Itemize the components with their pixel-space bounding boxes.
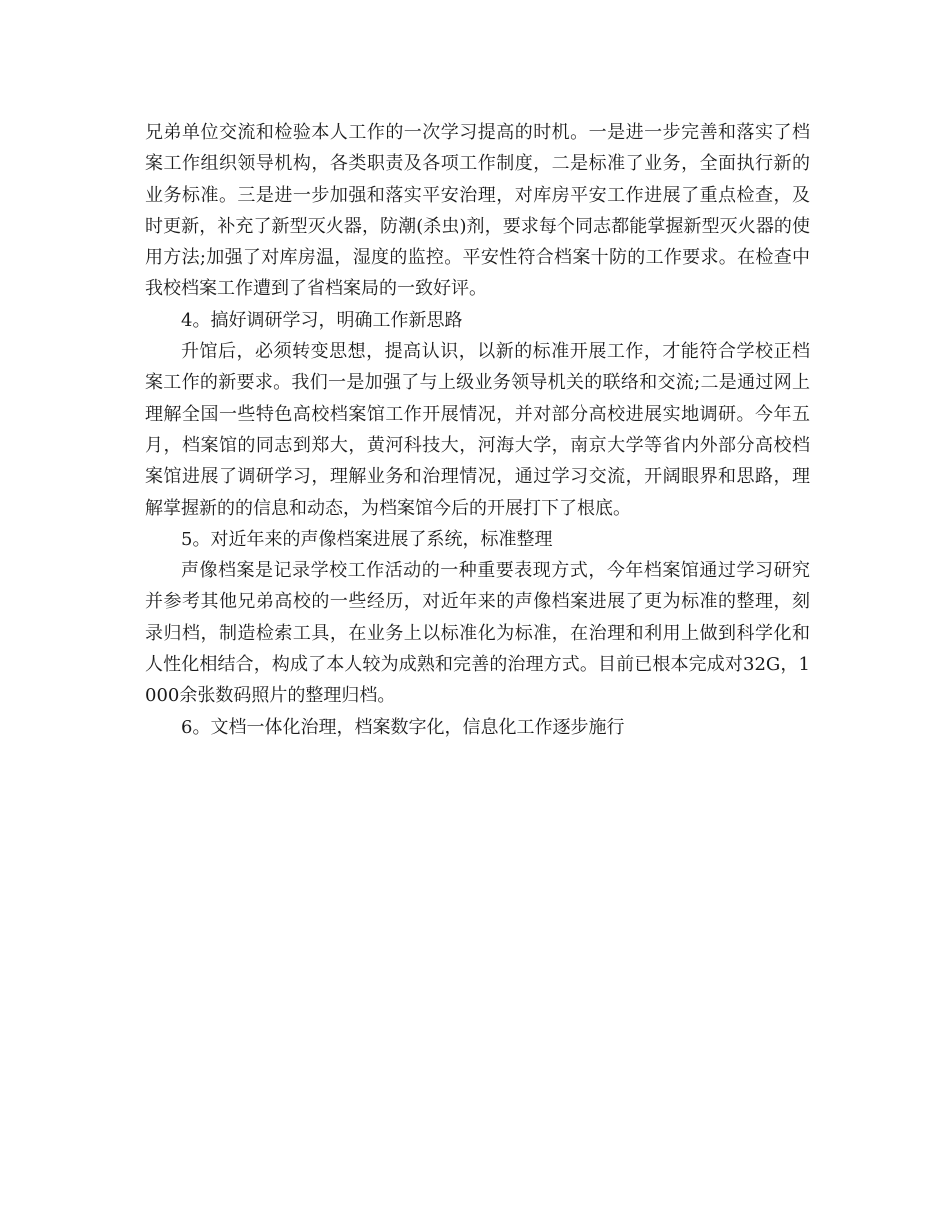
section-heading-4: 4。搞好调研学习，明确工作新思路 <box>181 309 463 331</box>
document-body <box>145 117 810 743</box>
paragraph-research: 升馆后，必须转变思想，提高认识，以新的标准开展工作，才能符合学校正档案工作的新要求。我们一是加强了与上级业务领导机关的联络和交流;二是通过网上理解全国一些特色高校档案馆工作开展情况，并对部分高校进展实地调研。今年五月，档案馆的同志到郑大，黄河科技大，河海大学，南京大学等省内外部分高校档案馆进展了调研学习，理解业务和治理情况，通过学习交流，开阔眼界和思路，理解掌握新的的信息和动态，为档案馆今后的开展打下了根底。 <box>145 341 810 519</box>
section-heading-5: 5。对近年来的声像档案进展了系统，标准整理 <box>181 528 553 550</box>
paragraph-audiovisual: 声像档案是记录学校工作活动的一种重要表现方式，今年档案馆通过学习研究并参考其他兄弟高校的一些经历，对近年来的声像档案进展了更为标准的整理，刻录归档，制造检索工具，在业务上以标准化为标准，在治理和利用上做到科学化和人性化相结合，构成了本人较为成熟和完善的治理方式。目前已根本完成对32G，1000余张数码照片的整理归档。 <box>145 560 810 707</box>
paragraph-continuation: 兄弟单位交流和检验本人工作的一次学习提高的时机。一是进一步完善和落实了档案工作组织领导机构，各类职责及各项工作制度，二是标准了业务，全面执行新的业务标准。三是进一步加强和落实平安治理，对库房平安工作进展了重点检查，及时更新，补充了新型灭火器，防潮(杀虫)剂，要求每个同志都能掌握新型灭火器的使用方法;加强了对库房温，湿度的监控。平安性符合档案十防的工作要求。在检查中我校档案工作遭到了省档案局的一致好评。 <box>145 122 810 300</box>
section-heading-6: 6。文档一体化治理，档案数字化，信息化工作逐步施行 <box>181 716 625 738</box>
